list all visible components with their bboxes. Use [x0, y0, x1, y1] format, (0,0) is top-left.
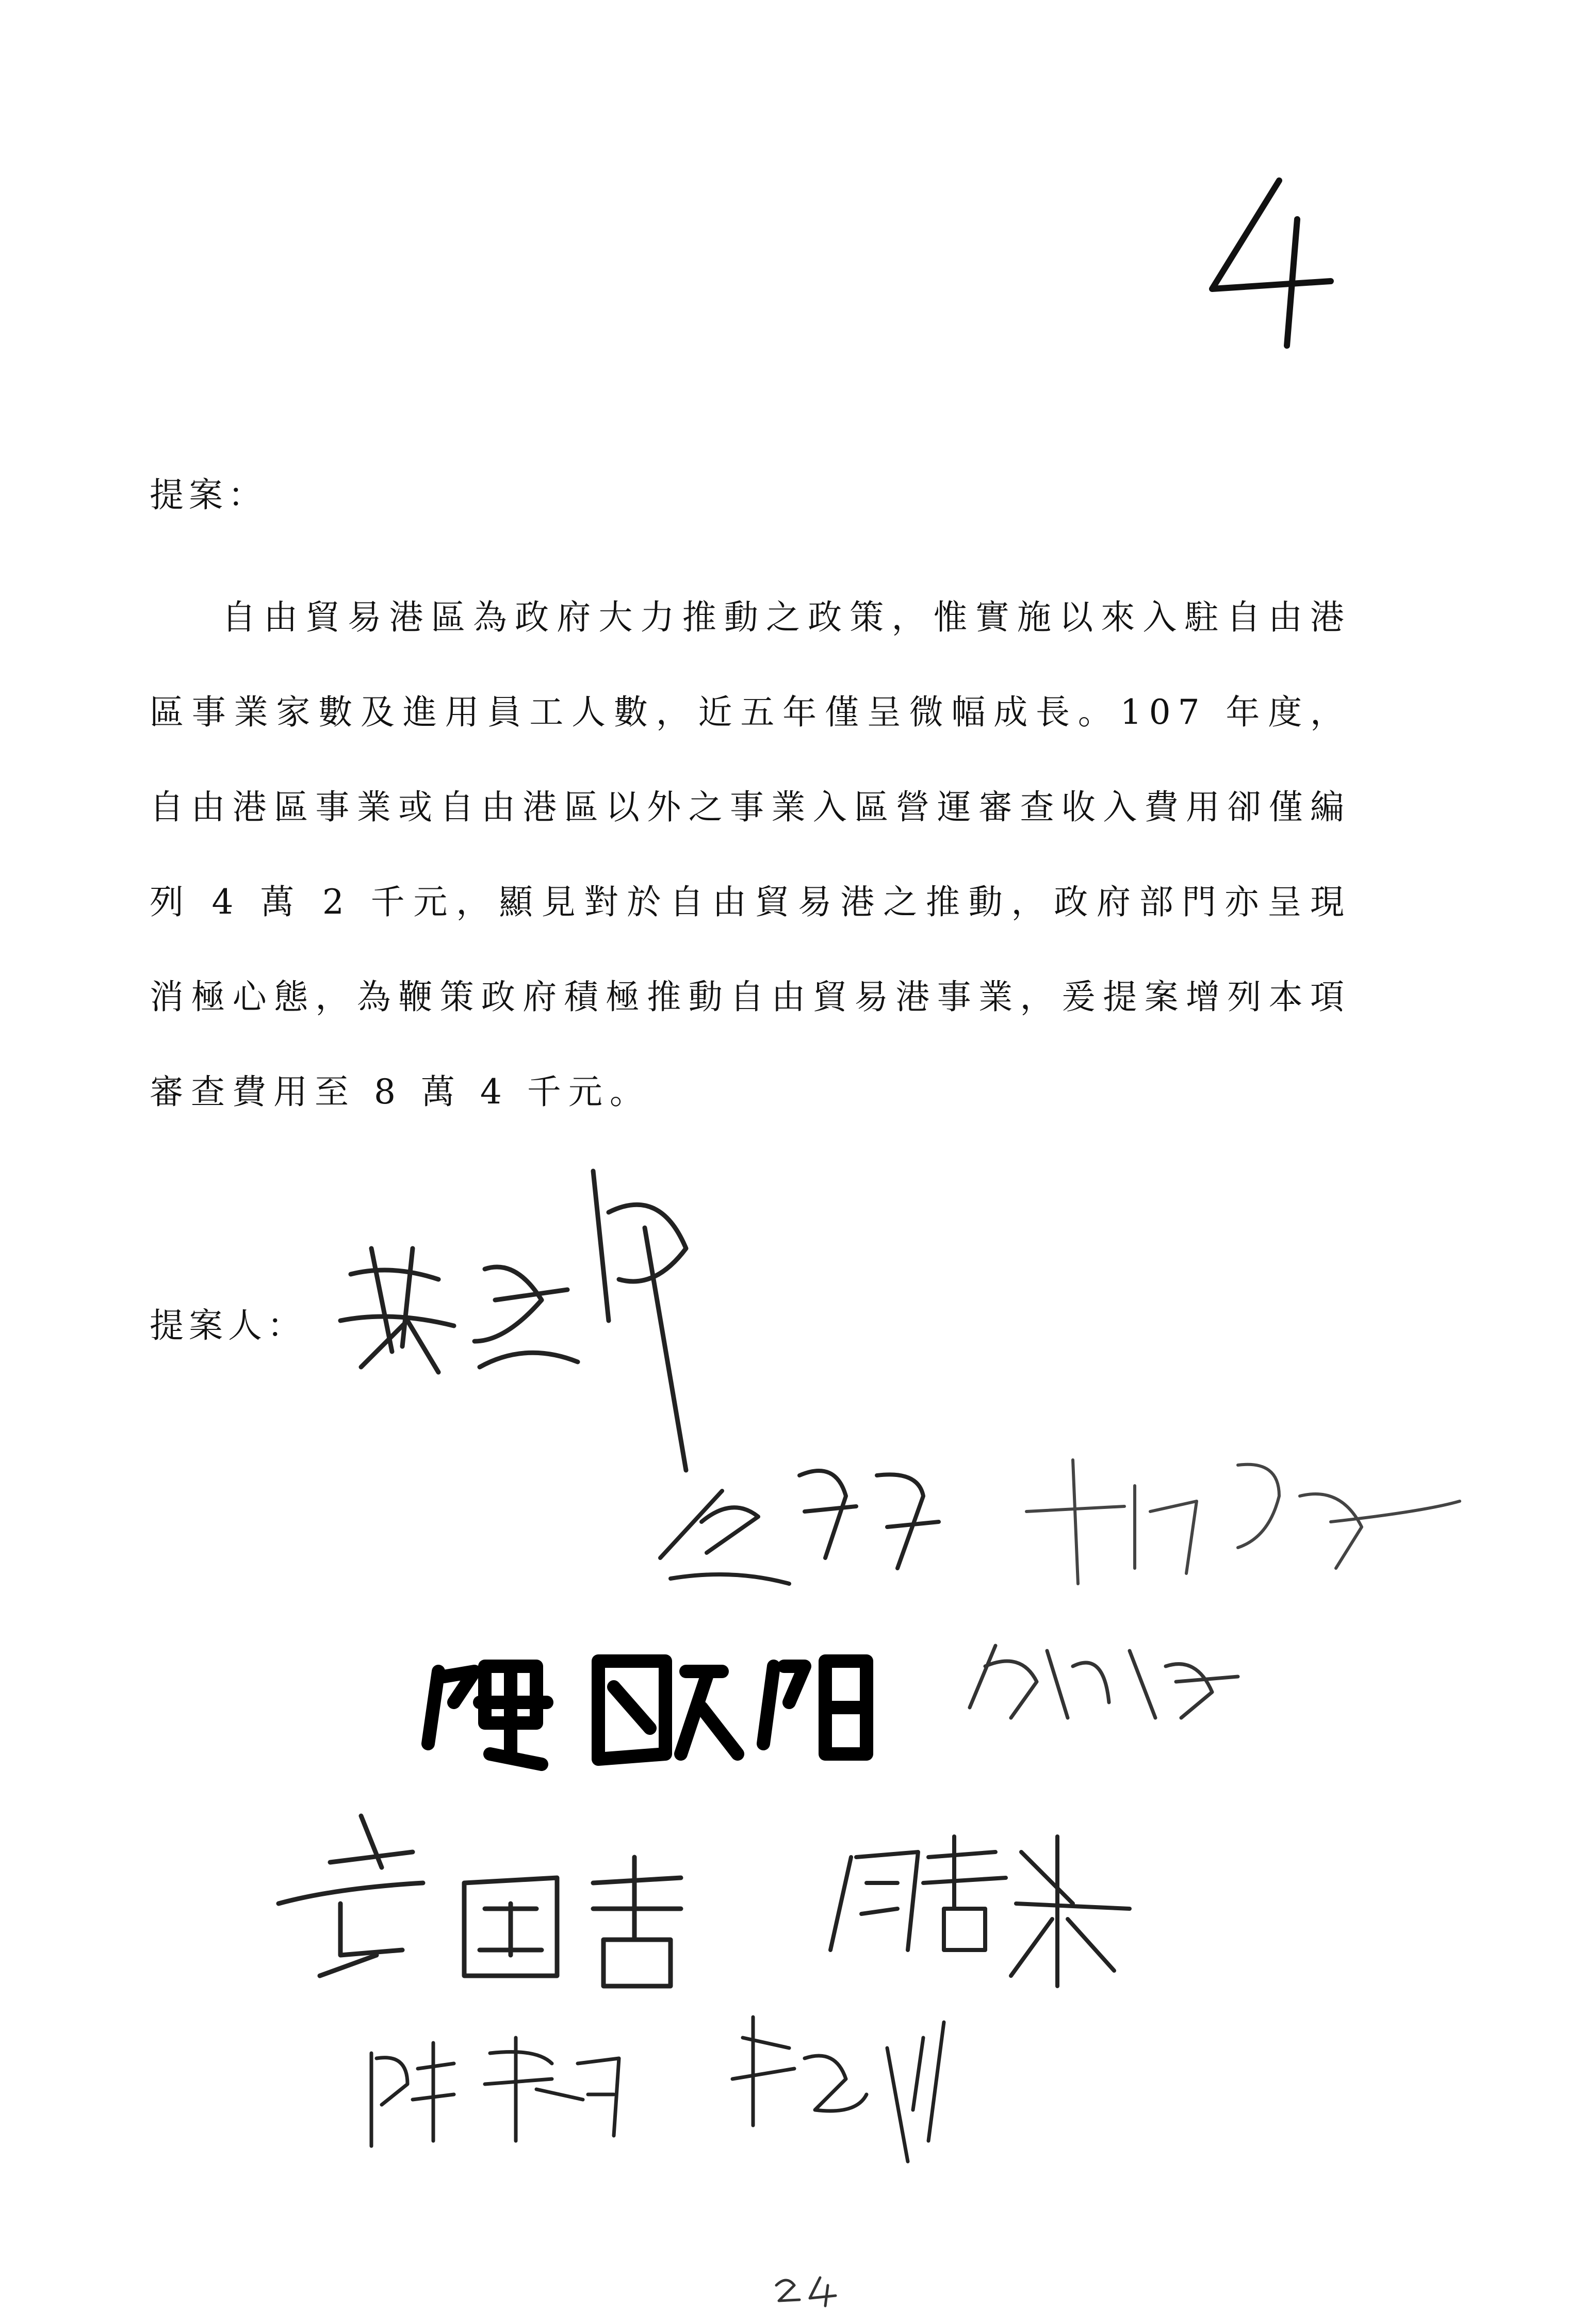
signature-4 [428, 1661, 867, 1764]
signature-1 [340, 1171, 686, 1470]
signature-3 [1026, 1460, 1460, 1584]
signature-2 [660, 1471, 939, 1584]
proposer-label: 提案人： [150, 1306, 306, 1345]
proposal-body: 自由貿易港區為政府大力推動之政策，惟實施以來入駐自由港區事業家數及進用員工人數，近五年僅呈微幅成長。107 年度，自由港區事業或自由港區以外之事業入區營運審查收入費用卻僅編列 4 萬 2 千元，顯見對於自由貿易港之推動，政府部門亦呈現消極心態，為鞭策政府積極推動自由貿易港事業，爰提案增列本項審查費用至 8 萬 4 千元。 [150, 597, 1351, 1112]
footer-page-mark [769, 2270, 851, 2311]
signature-7 [830, 1837, 1130, 1986]
signature-8 [371, 2038, 619, 2146]
signature-5 [970, 1646, 1238, 1718]
signature-6 [279, 1816, 681, 1986]
proposal-heading: 提案： [150, 475, 267, 515]
signature-9 [732, 2017, 944, 2162]
